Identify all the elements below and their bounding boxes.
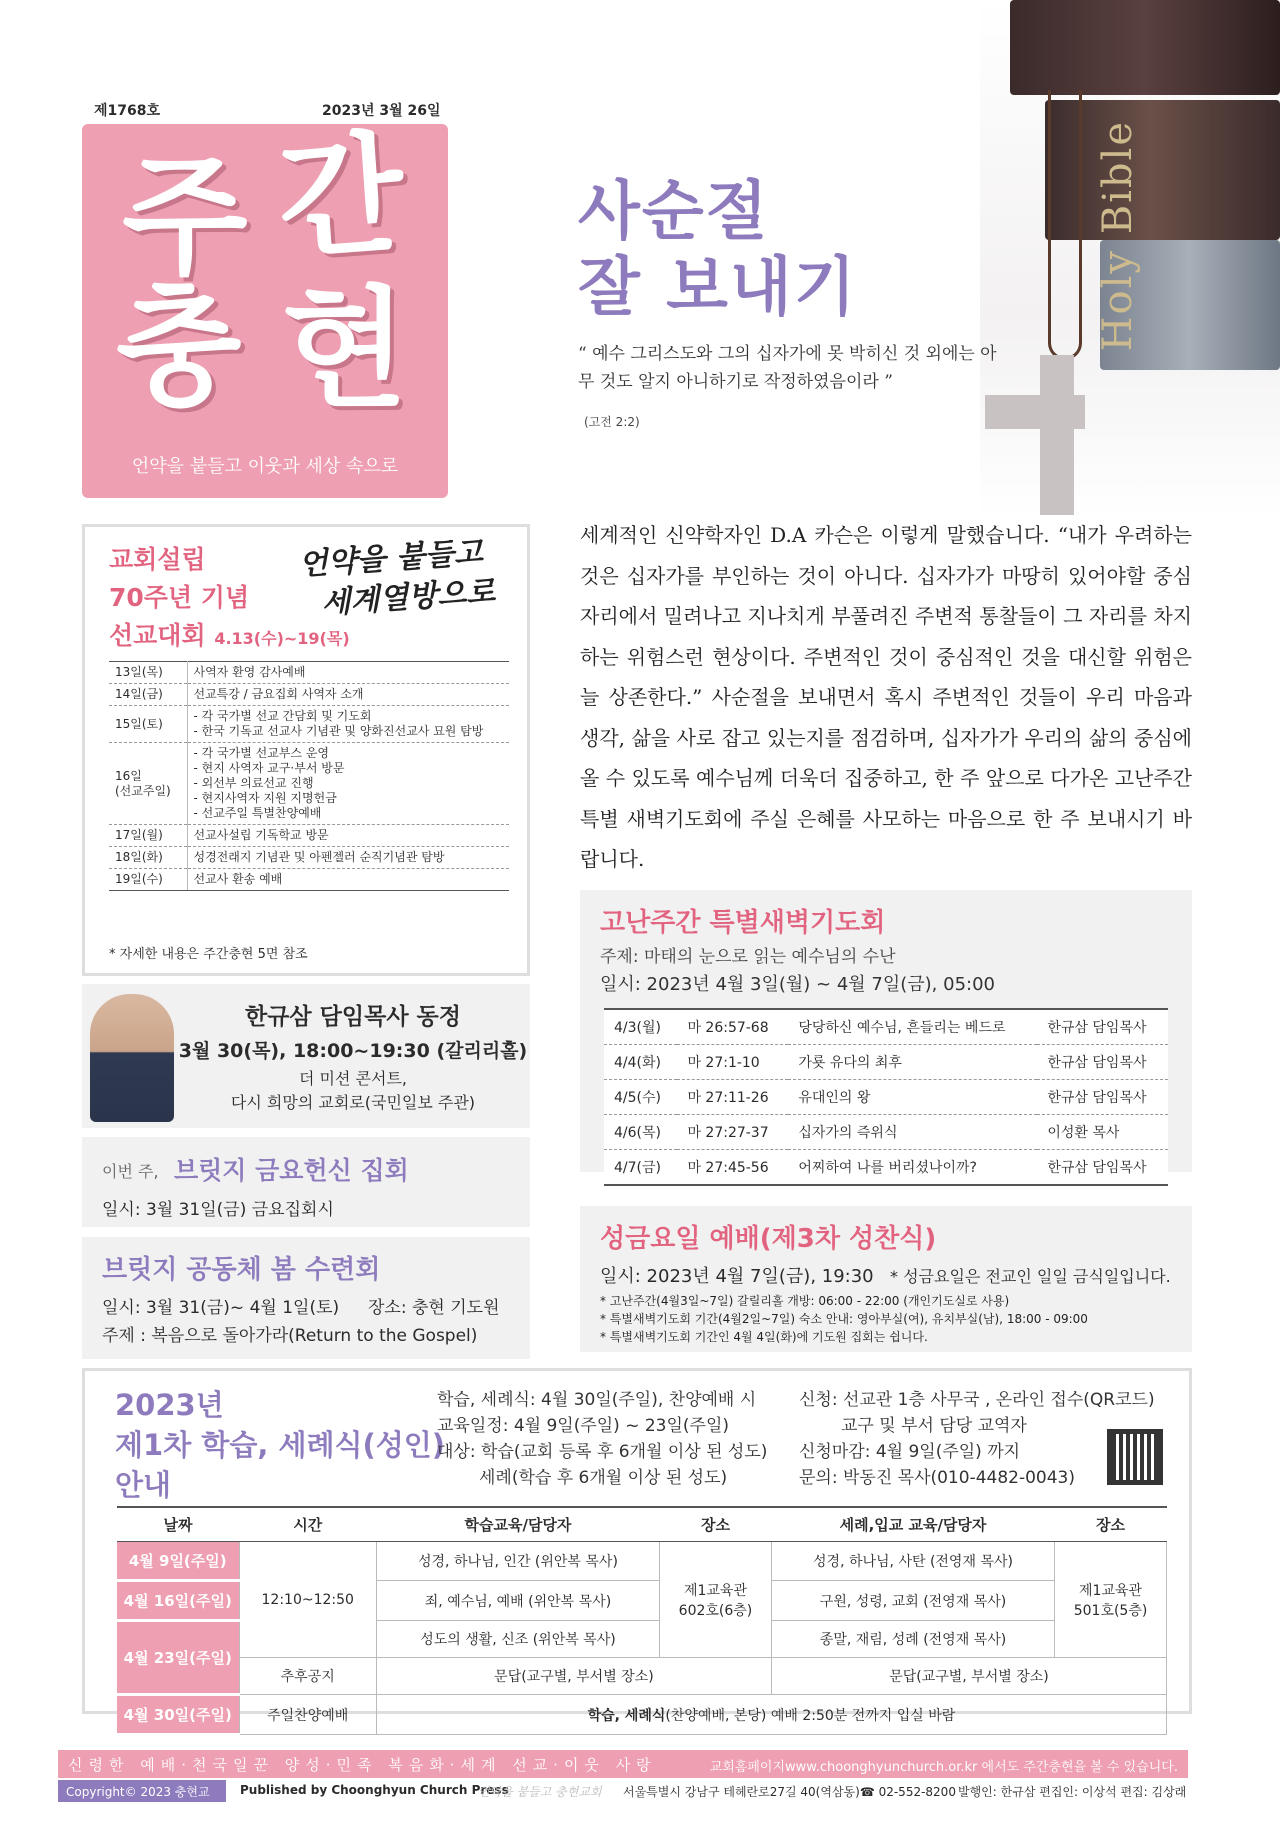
bridge1-prefix: 이번 주, [102,1162,159,1181]
issue-date: 2023년 3월 26일 [322,103,441,119]
schedule-row [109,869,509,891]
bapt-cell: 구원, 성령, 교회 (전영재 목사) [771,1581,1054,1621]
passion-preacher: 한규삼 담임목사 [1037,1045,1168,1080]
place-cell: 제1교육관 501호(5층) [1055,1542,1167,1658]
mission-title-line: 70주년 기념 [109,583,250,612]
pastor-schedule: 3월 30(목), 18:00~19:30 (갈리리홀) [178,1040,528,1062]
passion-row [604,1115,1168,1150]
mission-note: * 자세한 내용은 주간충현 5면 참조 [109,947,308,962]
passion-sermon: 당당하신 예수님, 흔들리는 베드로 [788,1009,1037,1045]
cross-icon [1040,355,1074,515]
time-cell: 12:10~12:50 [239,1542,376,1658]
bridge2-theme: 주제 : 복음으로 돌아가라(Return to the Gospel) [102,1326,478,1346]
good-friday-fast-note: * 성금요일은 전교인 일일 금식일입니다. [890,1267,1171,1286]
publisher-logo: 언약을 붙들고 충현교회 [478,1785,602,1799]
cross-cord [1048,90,1082,360]
masthead-subtitle: 언약을 붙들고 이웃과 세상 속으로 [131,456,399,477]
pastor-title: 한규삼 담임목사 동정 [245,1004,461,1030]
date-cell: 4월 23일(주일) [117,1621,239,1695]
interview-cell: 문답(교구별, 부서별 장소) [376,1658,771,1695]
passion-verse: 마 27:45-56 [677,1150,788,1186]
col-header: 세례,입교 교육/담당자 [771,1507,1054,1542]
passion-week-box [580,890,1192,1176]
calligraphy-line: 세계열방으로 [320,574,497,622]
place-cell: 제1교육관 602호(6층) [660,1542,772,1658]
passion-theme: 주제: 마태의 눈으로 읽는 예수님의 수난 [600,947,896,967]
book-image [1010,0,1280,95]
info-line: 대상: 학습(교회 등록 후 6개월 이상 된 성도) [437,1442,768,1462]
bridge2-date: 일시: 3월 31(금)~ 4월 1일(토) [102,1298,340,1318]
bridge2-place: 장소: 충현 기도원 [368,1298,500,1318]
bridge1-title: 브릿지 금요헌신 집회 [174,1156,409,1185]
info-line: 신청: 선교관 1층 사무국 , 온라인 접수(QR코드) [799,1390,1155,1410]
schedule-desc: 성경전래지 기념관 및 아펜젤러 순직기념관 탐방 [187,847,509,869]
info-line: 학습, 세례식: 4월 30일(주일), 찬양예배 시 [437,1390,757,1410]
footer-info-bar [58,1780,1188,1816]
schedule-day: 16일 (선교주일) [109,743,187,825]
pastor-event: 더 미션 콘서트, [299,1069,407,1088]
schedule-day: 17일(월) [109,825,187,847]
col-header: 장소 [660,1507,772,1542]
logo-char: 주 [122,141,248,293]
passion-time: 일시: 2023년 4월 3일(월) ~ 4월 7일(금), 05:00 [600,974,995,995]
schedule-row [109,847,509,869]
bridge-friday-box [82,1137,530,1227]
copyright: Copyright© 2023 충현교회 [58,1780,226,1802]
baptism-info-right [799,1387,1155,1491]
baptism-title-line: 2023년 [115,1388,224,1422]
bapt-cell: 성경, 하나님, 사탄 (전영재 목사) [771,1542,1054,1581]
publisher: Published by Choonghyun Church Press [240,1783,509,1797]
calligraphy-line: 언약을 붙들고 [297,534,484,583]
baptism-box [82,1368,1192,1724]
logo-char: 간 [272,116,409,278]
passion-date: 4/4(화) [604,1045,677,1080]
info-line: 세례(학습 후 6개월 이상 된 성도) [479,1468,728,1488]
passion-sermon: 가룟 유다의 최후 [788,1045,1037,1080]
learn-cell: 죄, 예수님, 예배 (위안복 목사) [376,1581,659,1621]
schedule-desc: 선교특강 / 금요집회 사역자 소개 [187,684,509,706]
passion-sermon: 십자가의 즉위식 [788,1115,1037,1150]
schedule-day: 18일(화) [109,847,187,869]
feature-title-line1: 사순절 [578,175,770,249]
good-friday-box [580,1206,1192,1352]
passion-verse: 마 27:27-37 [677,1115,788,1150]
passion-sermon: 어찌하여 나를 버리셨나이까? [788,1150,1037,1186]
final-cell [376,1695,1166,1735]
baptism-info-left [437,1387,767,1491]
info-line: 교구 및 부서 담당 교역자 [841,1416,1027,1436]
schedule-row [109,662,509,684]
scripture-reference: (고전 2:2) [584,415,640,429]
time-cell: 추후공지 [239,1658,376,1695]
bapt-cell: 종말, 재림, 성례 (전영재 목사) [771,1621,1054,1658]
passion-verse: 마 26:57-68 [677,1009,788,1045]
passion-verse: 마 27:1-10 [677,1045,788,1080]
footer-slogan: 신령한 예배·천국일꾼 양성·민족 복음화·세계 선교·이웃 사랑 [68,1756,657,1774]
col-header: 장소 [1055,1507,1167,1542]
issue-number: 제1768호 [94,103,161,119]
mission-schedule-table [109,661,509,891]
info-line: 신청마감: 4월 9일(주일) 까지 [799,1442,1021,1462]
schedule-desc: 선교사설립 기독학교 방문 [187,825,509,847]
passion-sermon: 유대인의 왕 [788,1080,1037,1115]
col-header: 시간 [239,1507,376,1542]
passion-preacher: 한규삼 담임목사 [1037,1080,1168,1115]
schedule-row [109,684,509,706]
passion-date: 4/3(월) [604,1009,677,1045]
schedule-day: 15일(토) [109,706,187,743]
feature-body: 세계적인 신약학자인 D.A 카슨은 이렇게 말했습니다. “내가 우려하는 것은 십자가를 부인하는 것이 아니다. 십자가가 마땅히 있어야할 중심 자리에서 밀려나고 지나치게 부풀려진 주변적 통찰들이 그 자리를 차지하는 위험스런 현상이다. 주변적인 것이 중심적인 것을 대신할 위험은 늘 상존한다.” 사순절을 보내면서 혹시 주변적인 것들이 우리 마음과 생각, 삶을 사로 잡고 있는지를 점검하며, 십자가가 우리의 삶의 중심에 올 수 있도록 예수님께 더욱더 집중하고, 한 주 앞으로 다가온 고난주간 특별 새벽기도회에 주실 은혜를 사모하는 마음으로 한 주 보내시기 바랍니다. [580,523,1192,871]
learn-cell: 성경, 하나님, 인간 (위안복 목사) [376,1542,659,1581]
bridge2-title: 브릿지 공동체 봄 수련회 [102,1255,381,1285]
mission-conference-box [82,524,530,976]
final-bold: 학습, 세례식 [587,1707,666,1724]
date-cell: 4월 30일(주일) [117,1695,239,1735]
feature-title-line2: 잘 보내기 [578,251,858,325]
baptism-title [115,1385,445,1505]
bible-spine-text: Holy Bible [1095,120,1141,352]
passion-preacher: 이성환 목사 [1037,1115,1168,1150]
learn-cell: 성도의 생활, 신조 (위안복 목사) [376,1621,659,1658]
schedule-row [109,743,509,825]
pastor-box [82,984,530,1128]
info-line: 문의: 박동진 목사(010-4482-0043) [799,1468,1075,1488]
footer-slogan-bar [58,1750,1188,1778]
scripture-quote: “ 예수 그리스도와 그의 십자가에 못 박히신 것 외에는 아무 것도 알지 아니하기로 작정하였음이라 ” [578,344,997,392]
logo-char: 현 [282,273,408,425]
good-friday-note: * 고난주간(4월3일~7일) 갈릴리홀 개방: 06:00 - 22:00 (개인기도실로 사용) [600,1294,1010,1308]
passion-preacher: 한규삼 담임목사 [1037,1150,1168,1186]
schedule-day: 19일(수) [109,869,187,891]
col-header: 날짜 [117,1507,239,1542]
passion-date: 4/6(목) [604,1115,677,1150]
passion-row [604,1150,1168,1186]
passion-title: 고난주간 특별새벽기도회 [600,908,886,938]
good-friday-note: * 특별새벽기도회 기간(4월2일~7일) 숙소 안내: 영아부실(여), 유치부실(남), 18:00 - 09:00 [600,1312,1088,1326]
passion-row [604,1080,1168,1115]
masthead-logo [82,116,448,498]
schedule-desc: - 각 국가별 선교부스 운영 - 현지 사역자 교구·부서 방문 - 외선부 의료선교 진행 - 현지사역자 지원 지명헌금 - 선교주일 특별찬양예배 [187,743,509,825]
pastor-photo [90,994,174,1122]
mission-dates: 4.13(수)~19(목) [214,629,350,648]
qr-code[interactable] [1107,1429,1163,1485]
date-cell: 4월 16일(주일) [117,1581,239,1621]
baptism-title-line: 제1차 학습, 세례식(성인) [115,1428,446,1462]
interview-cell: 문답(교구별, 부서별 장소) [771,1658,1166,1695]
schedule-desc: 사역자 환영 감사예배 [187,662,509,684]
passion-verse: 마 27:11-26 [677,1080,788,1115]
schedule-day: 13일(목) [109,662,187,684]
passion-row [604,1009,1168,1045]
baptism-schedule-table [117,1506,1167,1736]
passion-row [604,1045,1168,1080]
schedule-desc: 선교사 환송 예배 [187,869,509,891]
logo-char: 충 [112,267,246,427]
schedule-day: 14일(금) [109,684,187,706]
good-friday-time: 일시: 2023년 4월 7일(금), 19:30 [600,1266,874,1287]
passion-schedule-table [604,1008,1168,1186]
date-cell: 4월 9일(주일) [117,1542,239,1581]
good-friday-note: * 특별새벽기도회 기간인 4월 4일(화)에 기도원 집회는 쉽니다. [600,1330,928,1344]
bridge-retreat-box [82,1237,530,1359]
bridge1-date: 일시: 3월 31일(금) 금요집회시 [102,1200,334,1220]
passion-preacher: 한규삼 담임목사 [1037,1009,1168,1045]
time-cell: 주일찬양예배 [239,1695,376,1735]
schedule-desc: - 각 국가별 선교 간담회 및 기도회 - 한국 기독교 선교사 기념관 및 양화진선교사 묘원 탐방 [187,706,509,743]
good-friday-title: 성금요일 예배(제3차 성찬식) [600,1224,937,1254]
final-rest: (찬양예배, 본당) 예배 2:50분 전까지 입실 바람 [665,1707,956,1724]
schedule-row [109,706,509,743]
schedule-row [109,825,509,847]
editors: 발행인: 한규삼 편집인: 이상석 편집: 김상래 [958,1785,1187,1799]
mission-title-line: 교회설립 [109,545,206,574]
passion-date: 4/5(수) [604,1080,677,1115]
footer-website-link[interactable]: 교회홈페이지www.choonghyunchurch.or.kr 에서도 주간충현을 볼 수 있습니다. [709,1760,1178,1775]
pastor-event-detail: 다시 희망의 교회로(국민일보 주관) [230,1093,476,1112]
info-line: 교육일정: 4월 9일(주일) ~ 23일(주일) [437,1416,730,1436]
col-header: 학습교육/담당자 [376,1507,659,1542]
cross-icon-bar [985,395,1085,429]
mission-calligraphy [297,532,496,625]
church-address: 서울특별시 강남구 테헤란로27길 40(역삼동)☎ 02-552-8200 [623,1785,956,1799]
passion-date: 4/7(금) [604,1150,677,1186]
mission-title-line: 선교대회 [109,621,206,650]
baptism-title-line: 안내 [115,1468,172,1502]
